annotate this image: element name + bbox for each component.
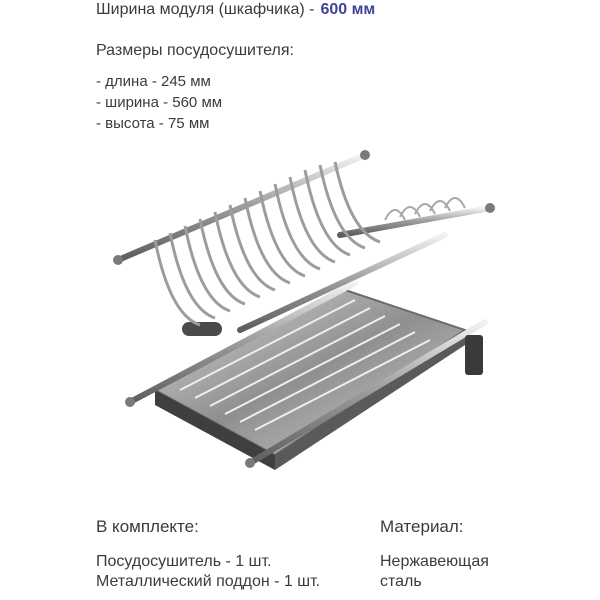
size-height: - высота - 75 мм (96, 115, 210, 132)
material-line-2: сталь (380, 573, 422, 590)
material-line-1: Нержавеющая (380, 553, 489, 570)
sizes-title: Размеры посудосушителя: (96, 42, 294, 59)
module-width-value: 600 мм (320, 1, 376, 18)
kit-title: В комплекте: (96, 517, 199, 536)
module-width-line (96, 1, 375, 19)
dish-rack-illustration (100, 140, 520, 490)
size-width: - ширина - 560 мм (96, 94, 223, 111)
kit-item-tray: Металлический поддон - 1 шт. (96, 573, 321, 590)
size-length: - длина - 245 мм (96, 73, 211, 90)
drip-tray (125, 283, 485, 470)
kit-item-rack: Посудосушитель - 1 шт. (96, 553, 272, 570)
module-width-label: Ширина модуля (шкафчика) - (96, 1, 315, 18)
material-title: Материал: (380, 517, 464, 536)
